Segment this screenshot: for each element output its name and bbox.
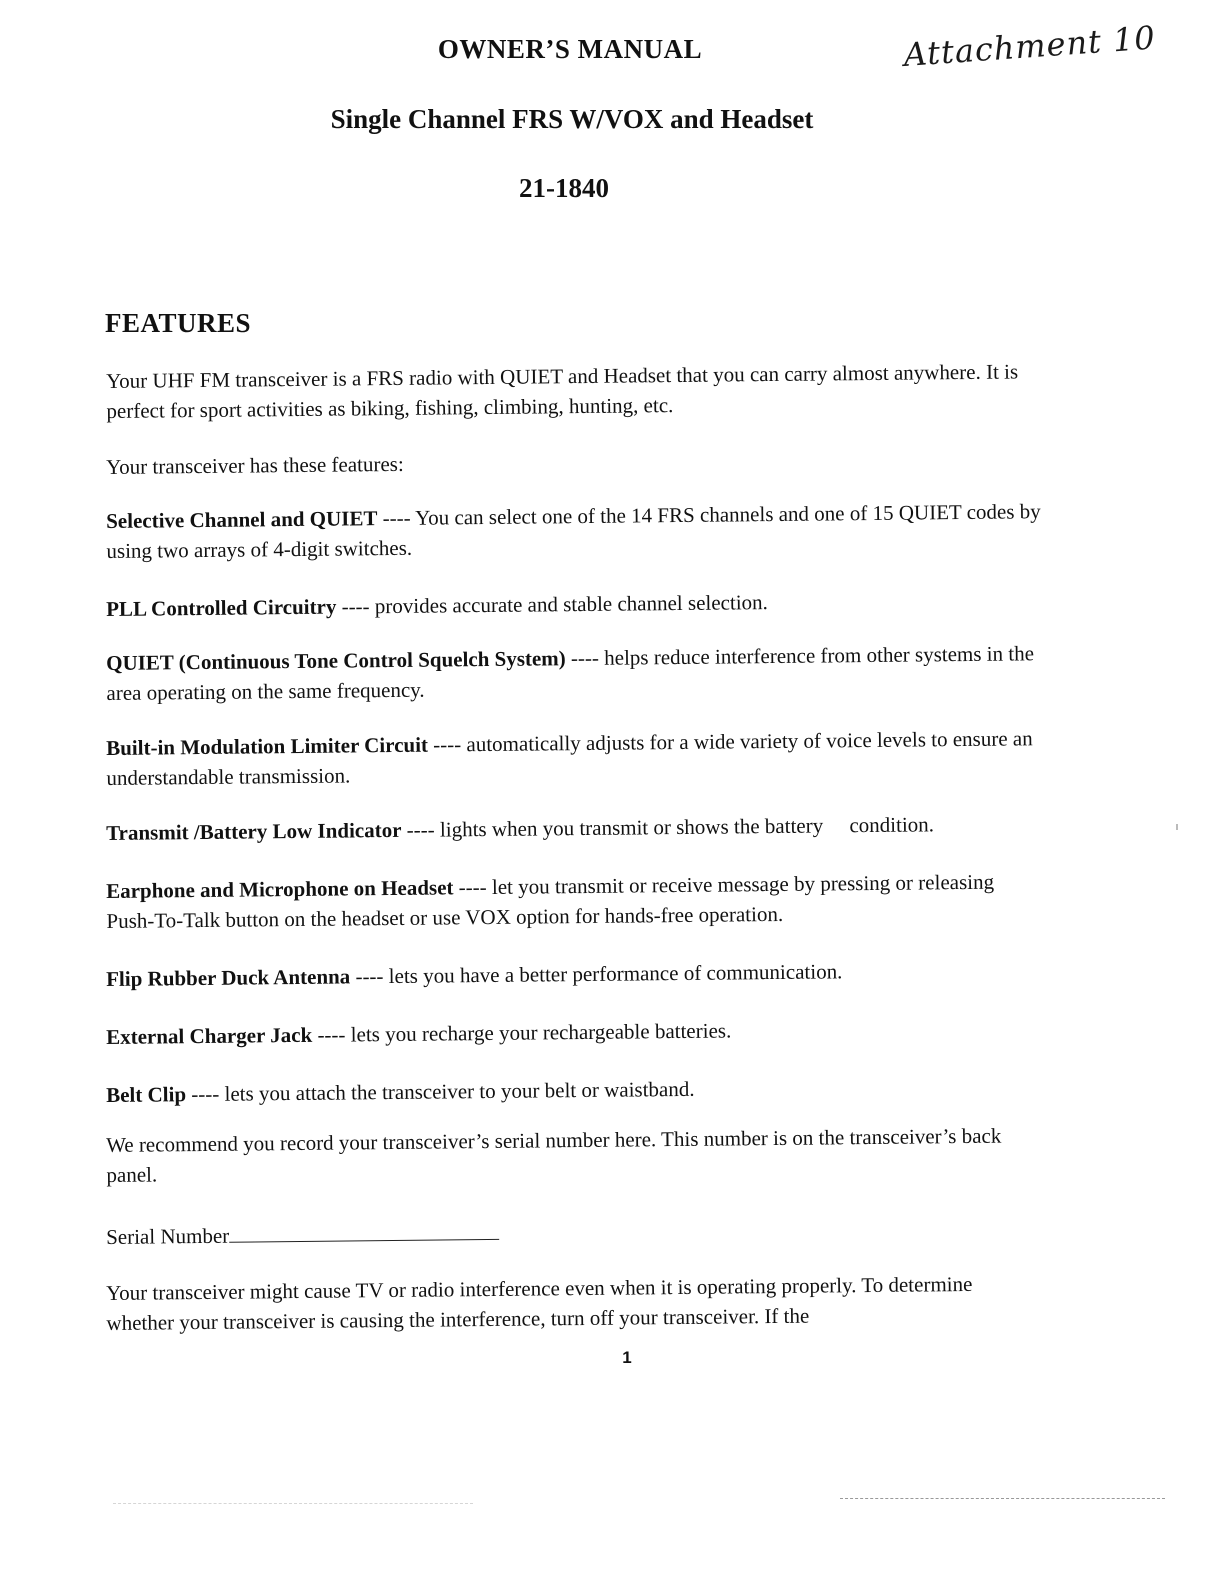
feature-description: lets you attach the transceiver to your belt or waistband. bbox=[224, 1076, 695, 1106]
document-subtitle: Single Channel FRS W/VOX and Headset bbox=[330, 104, 814, 134]
feature-separator: ---- bbox=[401, 817, 441, 842]
feature-description: lets you have a better performance of communication. bbox=[388, 959, 843, 989]
feature-item bbox=[106, 808, 1041, 848]
serial-recommendation: We recommend you record your transceiver’s serial number here. This number is on the transceiver’s back panel. bbox=[106, 1123, 1002, 1187]
feature-item bbox=[106, 1012, 1041, 1052]
feature-name: Flip Rubber Duck Antenna bbox=[106, 964, 351, 991]
features-heading: FEATURES bbox=[105, 308, 252, 338]
page-number: 1 bbox=[622, 1348, 632, 1367]
feature-description: let you transmit or receive message by pressing or releasing Push-To-Talk button on the headset or use VOX option for hands-free operation. bbox=[106, 869, 995, 933]
feature-name: Built-in Modulation Limiter Circuit bbox=[106, 732, 429, 760]
feature-separator: ---- bbox=[427, 732, 467, 757]
feature-name: External Charger Jack bbox=[106, 1022, 313, 1049]
feature-name: Earphone and Microphone on Headset bbox=[106, 875, 454, 903]
feature-item bbox=[106, 496, 1042, 566]
serial-number-label: Serial Number bbox=[106, 1223, 230, 1249]
feature-item bbox=[106, 1070, 1041, 1110]
interference-paragraph: Your transceiver might cause TV or radio interference even when it is operating properly. To determine whether your transceiver is causing the interference, turn off your transceiver. If the bbox=[106, 1271, 973, 1335]
feature-name: PLL Controlled Circuitry bbox=[106, 594, 337, 621]
feature-separator: ---- bbox=[185, 1081, 225, 1107]
feature-separator: ---- bbox=[312, 1022, 351, 1047]
feature-name: QUIET (Continuous Tone Control Squelch System) bbox=[106, 646, 566, 675]
scan-artifact-line bbox=[113, 1503, 473, 1504]
handwritten-annotation: Attachment 10 bbox=[902, 18, 1157, 74]
feature-item bbox=[106, 638, 1042, 708]
feature-name: Belt Clip bbox=[106, 1082, 187, 1107]
feature-separator: ---- bbox=[377, 505, 416, 531]
feature-separator: ---- bbox=[565, 645, 605, 671]
feature-item bbox=[106, 584, 1041, 624]
feature-separator: ---- bbox=[350, 964, 389, 989]
feature-item bbox=[106, 723, 1042, 793]
feature-description: You can select one of the 14 FRS channels and one of 15 QUIET codes by using two arrays of 4-digit switches. bbox=[106, 499, 1041, 563]
scan-artifact-line bbox=[840, 1498, 1165, 1499]
feature-separator: ---- bbox=[453, 874, 493, 900]
feature-description: automatically adjusts for a wide variety of voice levels to ensure an understandable transmission. bbox=[106, 726, 1033, 790]
feature-description: provides accurate and stable channel selection. bbox=[374, 590, 768, 619]
intro-paragraph: Your UHF FM transceiver is a FRS radio with QUIET and Headset that you can carry almost anywhere. It is perfect for sport activities as biking, fishing, climbing, hunting, etc. bbox=[106, 359, 1019, 423]
feature-separator: ---- bbox=[336, 594, 375, 619]
feature-description: lights when you transmit or shows the battery condition. bbox=[439, 812, 935, 842]
serial-number-row bbox=[106, 1212, 1041, 1252]
feature-item bbox=[106, 866, 1042, 936]
model-number: 21-1840 bbox=[519, 173, 609, 203]
feature-item bbox=[106, 954, 1041, 994]
document-title: OWNER’S MANUAL bbox=[437, 34, 703, 64]
feature-description: helps reduce interference from other systems in the area operating on the same frequency. bbox=[106, 641, 1035, 705]
feature-name: Transmit /Battery Low Indicator bbox=[106, 817, 402, 845]
features-lead-in: Your transceiver has these features: bbox=[106, 451, 404, 479]
feature-description: lets you recharge your rechargeable batteries. bbox=[350, 1018, 732, 1047]
serial-number-blank bbox=[229, 1221, 499, 1243]
feature-name: Selective Channel and QUIET bbox=[106, 506, 378, 533]
scan-speck bbox=[1176, 824, 1178, 830]
